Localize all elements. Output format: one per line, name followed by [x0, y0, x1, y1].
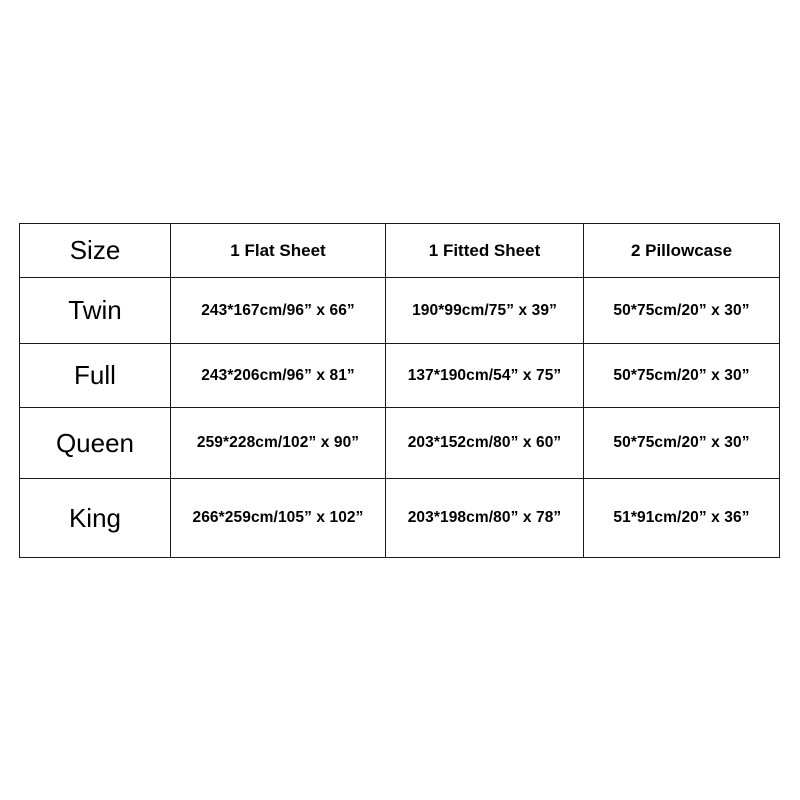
- pillowcase-value: 50*75cm/20” x 30”: [584, 408, 780, 479]
- fitted-sheet-value: 137*190cm/54” x 75”: [386, 344, 584, 408]
- header-flat-sheet: 1 Flat Sheet: [171, 224, 386, 278]
- header-fitted-sheet: 1 Fitted Sheet: [386, 224, 584, 278]
- fitted-sheet-value: 203*198cm/80” x 78”: [386, 479, 584, 558]
- flat-sheet-value: 266*259cm/105” x 102”: [171, 479, 386, 558]
- flat-sheet-value: 243*167cm/96” x 66”: [171, 278, 386, 344]
- size-label: Twin: [20, 278, 171, 344]
- pillowcase-value: 51*91cm/20” x 36”: [584, 479, 780, 558]
- table-row: [20, 408, 780, 479]
- header-pillowcase: 2 Pillowcase: [584, 224, 780, 278]
- table-row: [20, 344, 780, 408]
- size-label: King: [20, 479, 171, 558]
- flat-sheet-value: 243*206cm/96” x 81”: [171, 344, 386, 408]
- table-header-row: [20, 224, 780, 278]
- size-label: Queen: [20, 408, 171, 479]
- fitted-sheet-value: 190*99cm/75” x 39”: [386, 278, 584, 344]
- fitted-sheet-value: 203*152cm/80” x 60”: [386, 408, 584, 479]
- size-label: Full: [20, 344, 171, 408]
- pillowcase-value: 50*75cm/20” x 30”: [584, 278, 780, 344]
- size-chart-table: [19, 223, 780, 558]
- flat-sheet-value: 259*228cm/102” x 90”: [171, 408, 386, 479]
- header-size: Size: [20, 224, 171, 278]
- pillowcase-value: 50*75cm/20” x 30”: [584, 344, 780, 408]
- table-row: [20, 479, 780, 558]
- table-row: [20, 278, 780, 344]
